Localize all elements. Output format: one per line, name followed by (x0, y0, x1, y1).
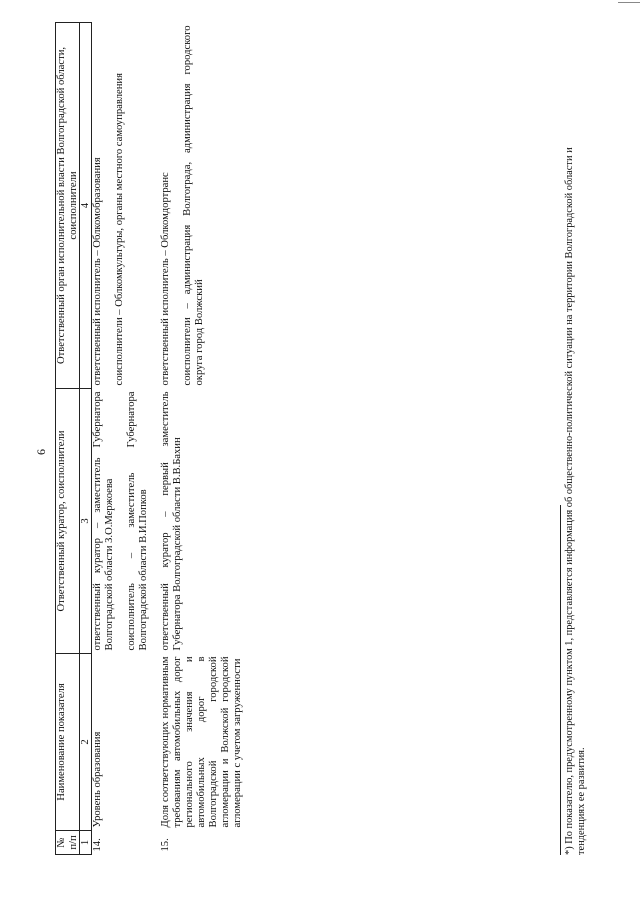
executor-cell (160, 23, 244, 389)
indicators-table (55, 22, 244, 855)
column-number: 2 (80, 654, 92, 831)
curator-co: соисполнитель – заместитель Губернатора Волгоградской области В.И.Попков (126, 391, 149, 651)
table-row (92, 23, 161, 855)
executor-main: ответственный исполнитель – Облкомобразования (92, 157, 103, 386)
curator-main: ответственный куратор – первый заместитель Губернатора Волгоградской области В.В.Бахин (160, 391, 183, 651)
footnote (560, 105, 588, 855)
column-number-row (80, 23, 92, 855)
curator-cell (160, 389, 244, 654)
table-header-row (56, 23, 80, 855)
header-number: № п/п (56, 831, 80, 855)
column-number: 3 (80, 389, 92, 654)
indicator-name: Уровень образования (92, 731, 103, 828)
curator-cell (92, 389, 161, 654)
footnote-rule (560, 505, 561, 855)
executor-cell (92, 23, 161, 389)
column-number: 4 (80, 23, 92, 389)
page-number: 6 (34, 449, 48, 455)
column-number: 1 (80, 831, 92, 855)
header-curator: Ответственный куратор, соисполнители (56, 389, 80, 654)
executor-co: соисполнители – Облкомкультуры, органы местного самоуправления (114, 73, 125, 386)
header-executor: Ответственный орган исполнительной власти Волгоградской области, соисполнители (56, 23, 80, 389)
curator-main: ответственный куратор – заместитель Губернатора Волгоградской области З.О.Мержоева (92, 391, 115, 651)
table-row (160, 23, 244, 855)
header-indicator-name: Наименование показателя (56, 654, 80, 831)
row-number: 14. (92, 838, 103, 852)
executor-main: ответственный исполнитель – Облкомдортранс (160, 172, 171, 386)
row-number: 15. (160, 838, 171, 852)
indicator-name: Доля соответствующих нормативным требованиям автомобильных дорог регионального значения и автомобильных дорог в Волгоградской городской агломерации и Волжской городской агломерации с учетом загруженности (160, 656, 243, 828)
executor-co: соисполнители – администрация Волгограда, администрация городского округа город Волжский (182, 25, 205, 386)
footnote-text: *) По показателю, предусмотренному пунктом 1, представляется информация об общественно-политической ситуации на территории Волгоградской области и тенденциях ее развития. (564, 147, 587, 855)
